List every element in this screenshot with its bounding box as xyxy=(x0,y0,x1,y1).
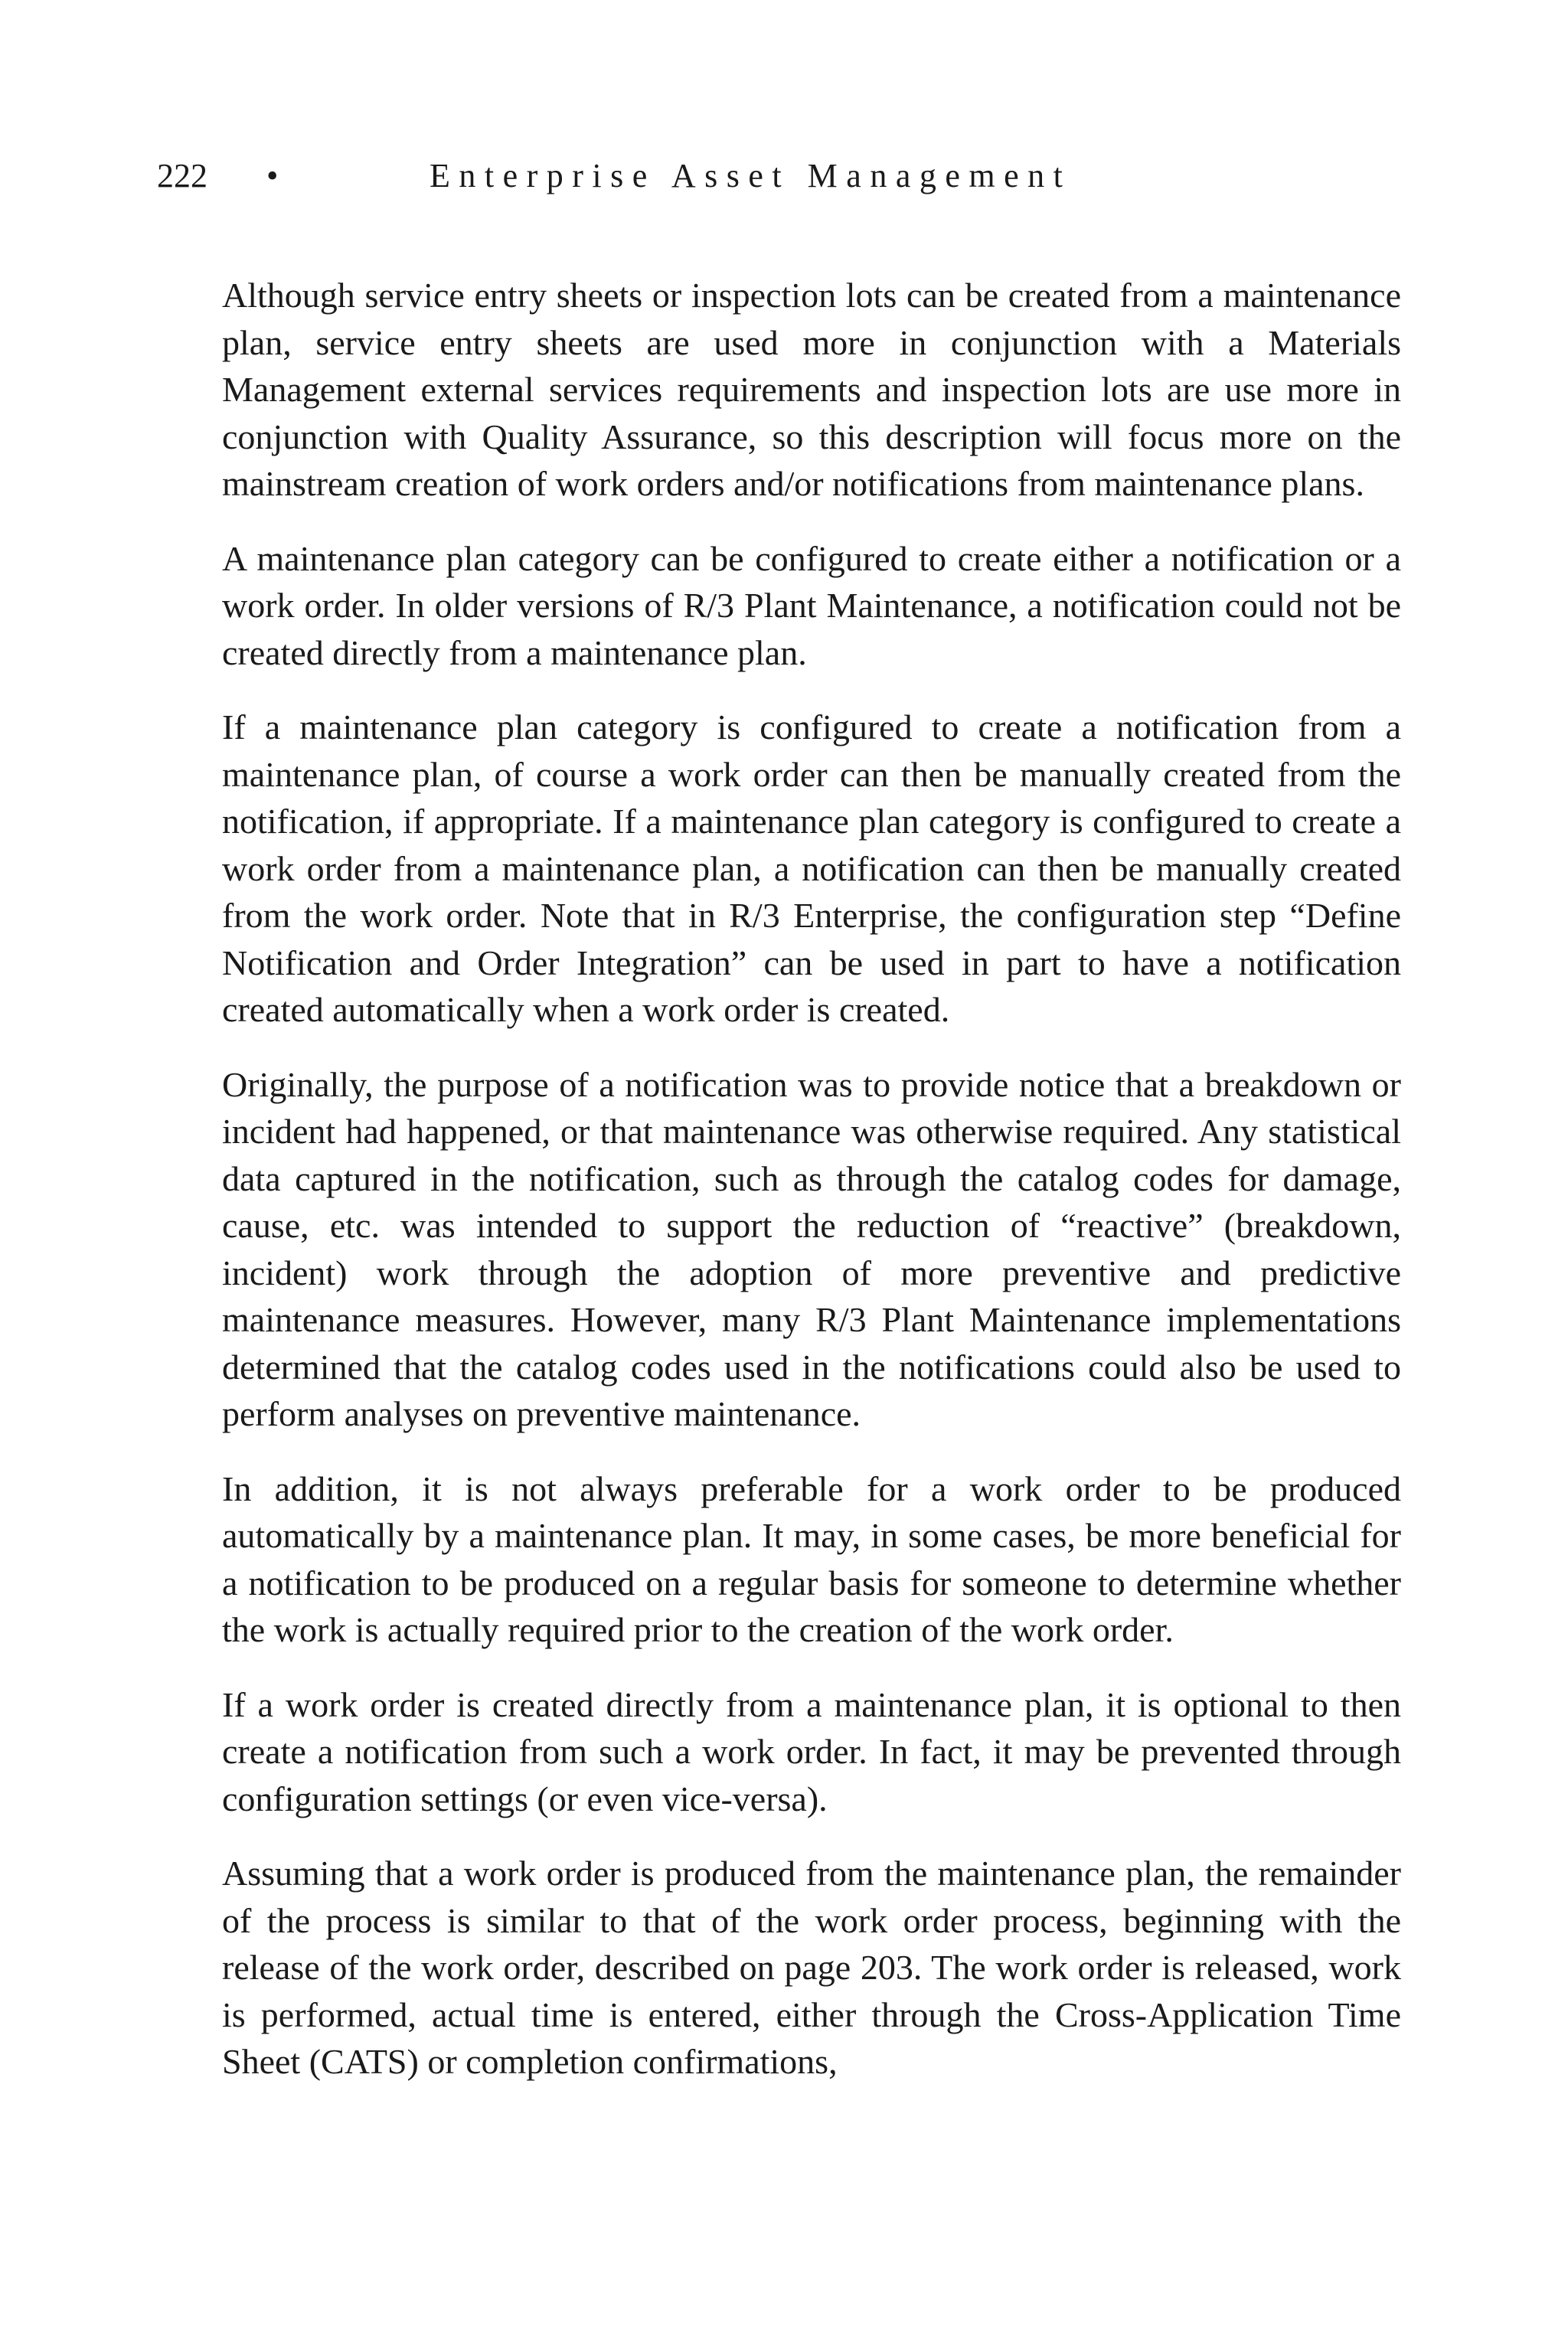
header-bullet: • xyxy=(266,157,279,194)
paragraph: Originally, the purpose of a notification was to provide notice that a breakdown or incident had happened, or that maintenance was otherwise required. Any statistical data captured in the notification, such as through the catalog codes for damage, cause, etc. was intended to support the reduction of “reactive” (breakdown, incident) work through the adoption of more preventive and predictive maintenance measures. However, many R/3 Plant Maintenance implementations determined that the catalog codes used in the notifications could also be used to perform analyses on preventive maintenance. xyxy=(222,1064,1401,1433)
paragraph: If a work order is created directly from a maintenance plan, it is optional to then create a notification from such a work order. In fact, it may be prevented through configuration settings (or even vice-versa). xyxy=(222,1684,1401,1818)
book-title: Enterprise Asset Management xyxy=(430,157,1072,194)
body-text xyxy=(222,272,1401,2113)
page-number: 222 xyxy=(157,157,207,194)
paragraph: If a maintenance plan category is configured to create a notification from a maintenance plan, of course a work order can then be manually created from the notification, if appropriate. If a maintenance plan category is configured to create a work order from a maintenance plan, a notification can then be manually created from the work order. Note that in R/3 Enterprise, the configuration step “Define Notification and Order Integration” can be used in part to have a notification created automatically when a work order is created. xyxy=(222,707,1401,1029)
paragraph: In addition, it is not always preferable for a work order to be produced automatically by a maintenance plan. It may, in some cases, be more beneficial for a notification to be produced on a regular basis for someone to determine whether the work is actually required prior to the creation of the work order. xyxy=(222,1468,1401,1649)
paragraph: Assuming that a work order is produced from the maintenance plan, the remainder of the process is similar to that of the work order process, beginning with the release of the work order, described on page 203. The work order is released, work is performed, actual time is entered, either through the Cross-Application Time Sheet (CATS) or completion confirmations, xyxy=(222,1854,1401,2081)
paragraph: Although service entry sheets or inspection lots can be created from a maintenance plan, service entry sheets are used more in conjunction with a Materials Management external services requirements and inspection lots are use more in conjunction with Quality Assurance, so this description will focus more on the mainstream creation of work orders and/or notifications from maintenance plans. xyxy=(222,276,1401,503)
running-head xyxy=(157,153,1428,199)
paragraph: A maintenance plan category can be configured to create either a notification or a work order. In older versions of R/3 Plant Maintenance, a notification could not be created directly from a maintenance plan. xyxy=(222,538,1401,672)
